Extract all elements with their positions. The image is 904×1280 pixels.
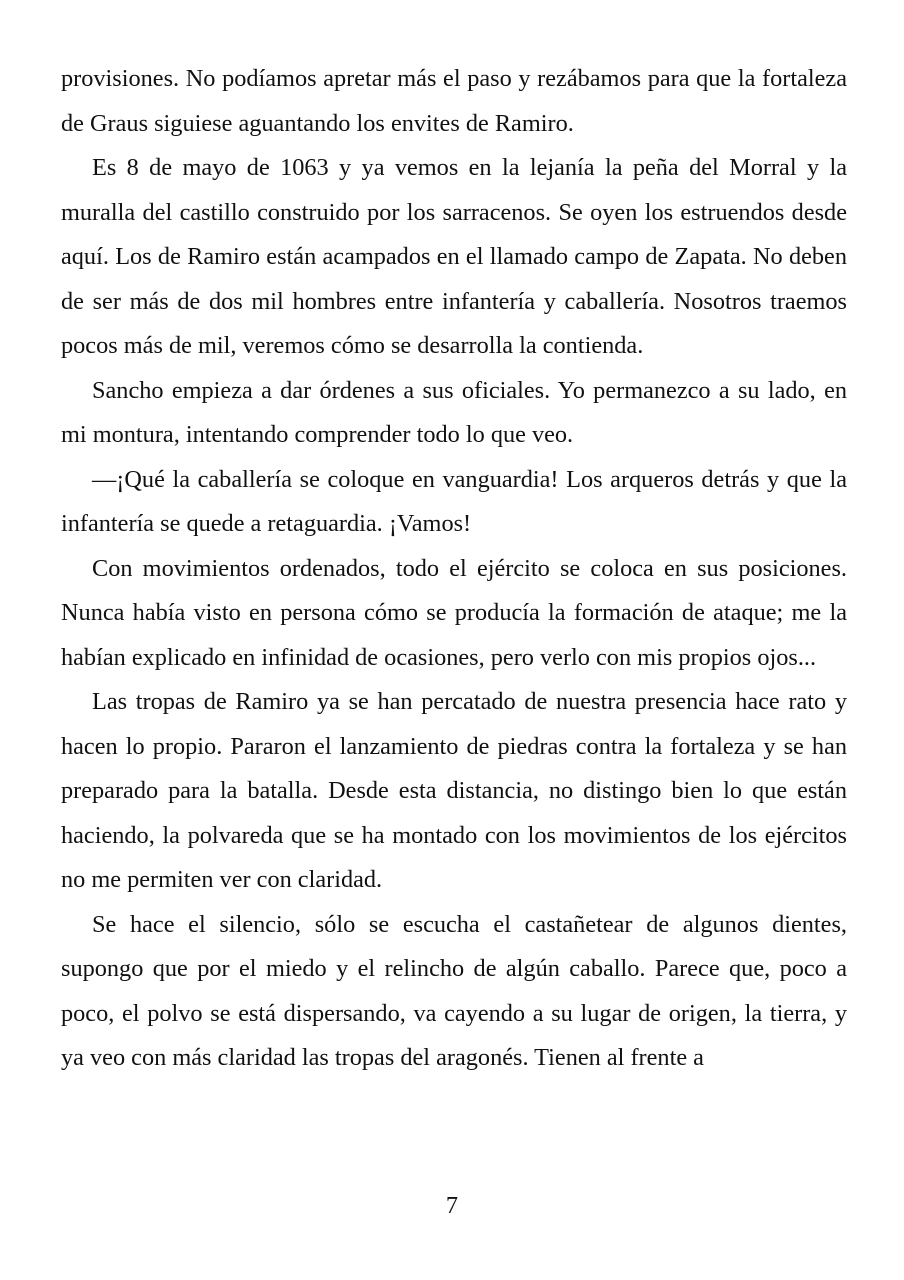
paragraph: Se hace el silencio, sólo se escucha el castañetear de algunos dientes, supongo que por el miedo y el relincho de algún caballo. Parece que, poco a poco, el polvo se está dispersando, va cayendo a su lugar de origen, la tierra, y ya veo con más claridad las tropas del aragonés. Tienen al frente a xyxy=(61,910,847,1071)
dialogue-paragraph: —¡Qué la caballería se coloque en vanguardia! Los arqueros detrás y que la infantería se quede a retaguardia. ¡Vamos! xyxy=(61,465,847,537)
page-number: 7 xyxy=(445,1192,459,1219)
page-body xyxy=(61,57,847,1081)
paragraph: Sancho empieza a dar órdenes a sus oficiales. Yo permanezco a su lado, en mi montura, intentando comprender todo lo que veo. xyxy=(61,376,847,448)
paragraph: Con movimientos ordenados, todo el ejército se coloca en sus posiciones. Nunca había visto en persona cómo se producía la formación de ataque; me la habían explicado en infinidad de ocasiones, pero verlo con mis propios ojos... xyxy=(61,554,847,671)
paragraph-continuation: provisiones. No podíamos apretar más el paso y rezábamos para que la fortaleza de Graus siguiese aguantando los envites de Ramiro. xyxy=(61,65,847,137)
paragraph: Es 8 de mayo de 1063 y ya vemos en la lejanía la peña del Morral y la muralla del castillo construido por los sarracenos. Se oyen los estruendos desde aquí. Los de Ramiro están acampados en el llamado campo de Zapata. No deben de ser más de dos mil hombres entre infantería y caballería. Nosotros traemos pocos más de mil, veremos cómo se desarrolla la contienda. xyxy=(61,154,847,359)
paragraph: Las tropas de Ramiro ya se han percatado de nuestra presencia hace rato y hacen lo propio. Pararon el lanzamiento de piedras contra la fortaleza y se han preparado para la batalla. Desde esta distancia, no distingo bien lo que están haciendo, la polvareda que se ha montado con los movimientos de los ejércitos no me permiten ver con claridad. xyxy=(61,688,847,893)
